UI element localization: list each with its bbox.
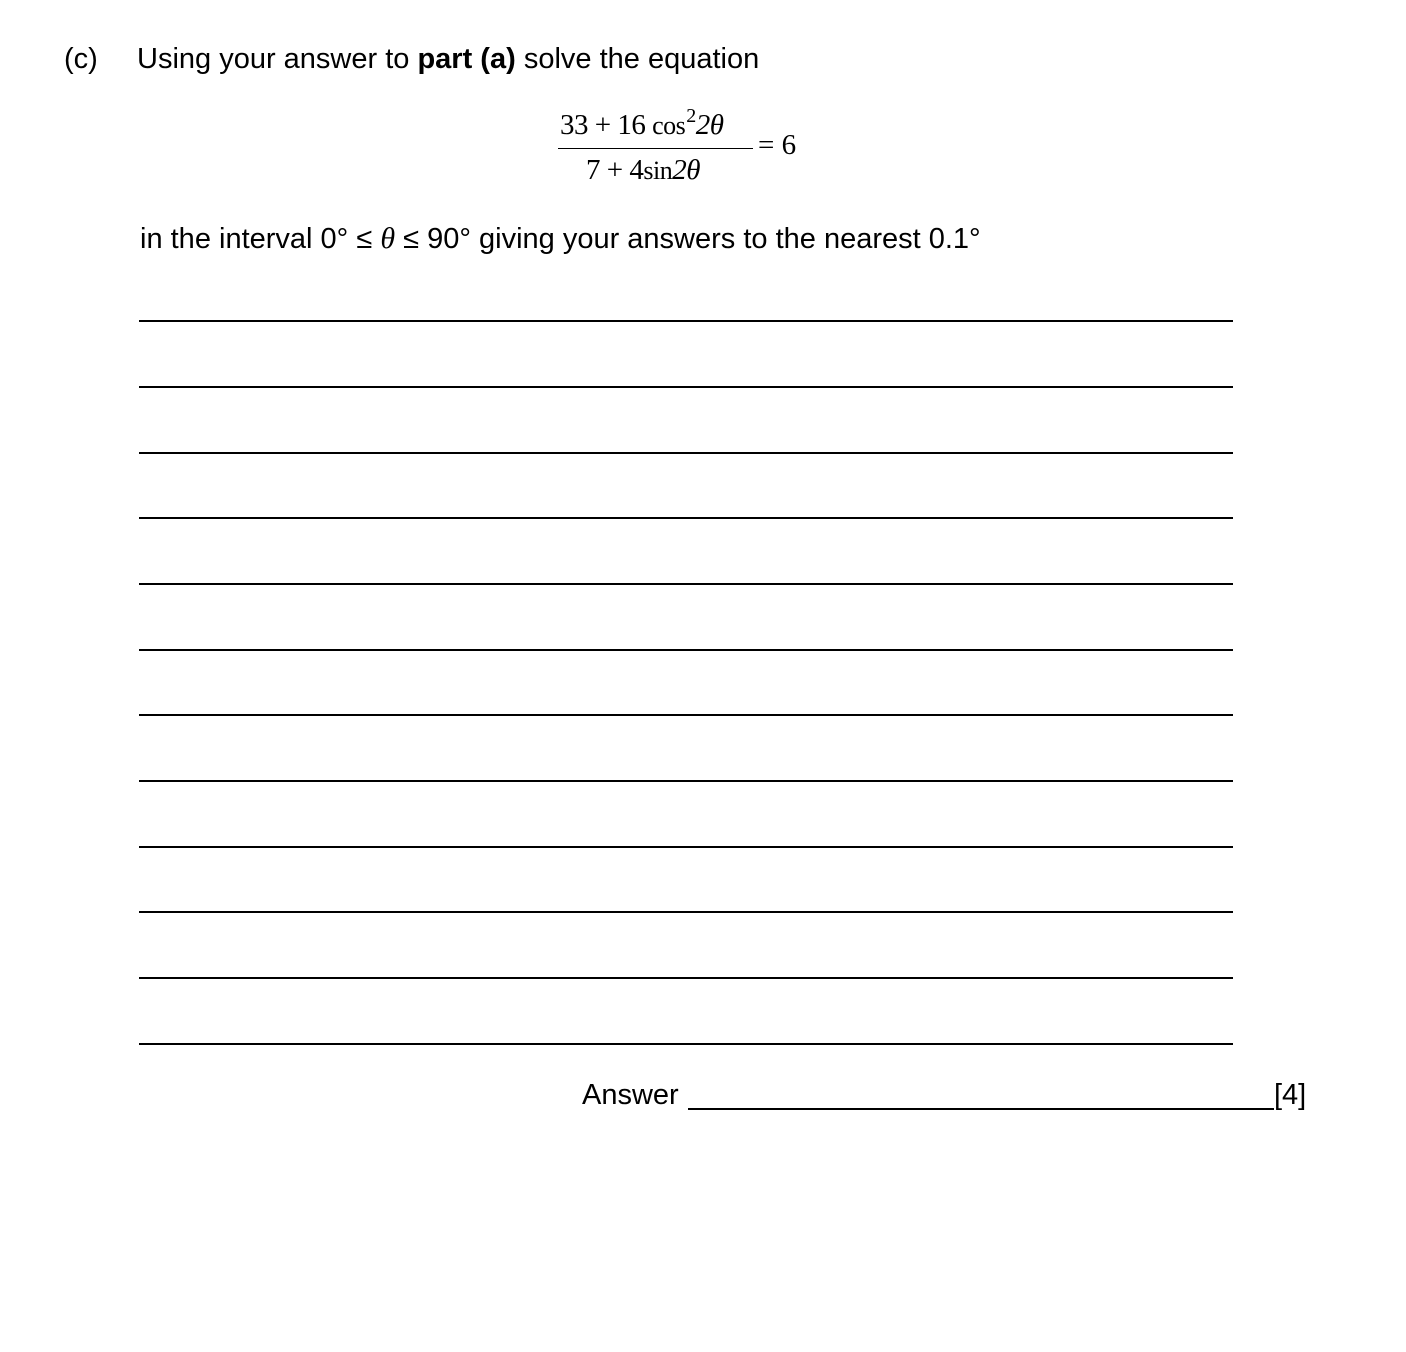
working-line[interactable] <box>139 714 1233 716</box>
working-line[interactable] <box>139 649 1233 651</box>
working-line[interactable] <box>139 583 1233 585</box>
equation-rhs: = 6 <box>758 129 797 161</box>
part-label: (c) <box>64 43 98 75</box>
numerator-argument: 2θ <box>695 109 724 141</box>
interval-text <box>140 222 981 256</box>
working-line[interactable] <box>139 1043 1233 1045</box>
answer-label: Answer <box>582 1079 679 1111</box>
working-line[interactable] <box>139 780 1233 782</box>
working-line[interactable] <box>139 517 1233 519</box>
interval-prefix: in the interval 0° ≤ <box>140 223 381 255</box>
instruction-prefix: Using your answer to <box>137 43 418 75</box>
working-line[interactable] <box>139 320 1233 322</box>
numerator-exponent: 2 <box>686 105 696 127</box>
working-line[interactable] <box>139 452 1233 454</box>
answer-line[interactable] <box>688 1108 1274 1110</box>
working-line[interactable] <box>139 911 1233 913</box>
working-line[interactable] <box>139 977 1233 979</box>
working-line[interactable] <box>139 386 1233 388</box>
equation-denominator <box>586 153 700 188</box>
numerator-function: cos <box>652 111 686 140</box>
marks-label: [4] <box>1274 1079 1307 1111</box>
equation <box>556 104 816 188</box>
interval-suffix: ≤ 90° giving your answers to the nearest 0.1° <box>395 223 981 255</box>
instruction-bold-reference: part (a) <box>417 43 516 75</box>
working-line[interactable] <box>139 846 1233 848</box>
denominator-function: sin <box>643 156 673 185</box>
numerator-constant: 33 + 16 <box>560 109 646 141</box>
denominator-constant: 7 + 4 <box>586 154 644 186</box>
question-instruction <box>137 42 759 76</box>
interval-variable: θ <box>380 222 396 255</box>
denominator-argument: 2θ <box>672 154 700 186</box>
equation-numerator <box>560 105 724 145</box>
instruction-suffix: solve the equation <box>515 43 760 75</box>
fraction-bar <box>558 148 753 149</box>
